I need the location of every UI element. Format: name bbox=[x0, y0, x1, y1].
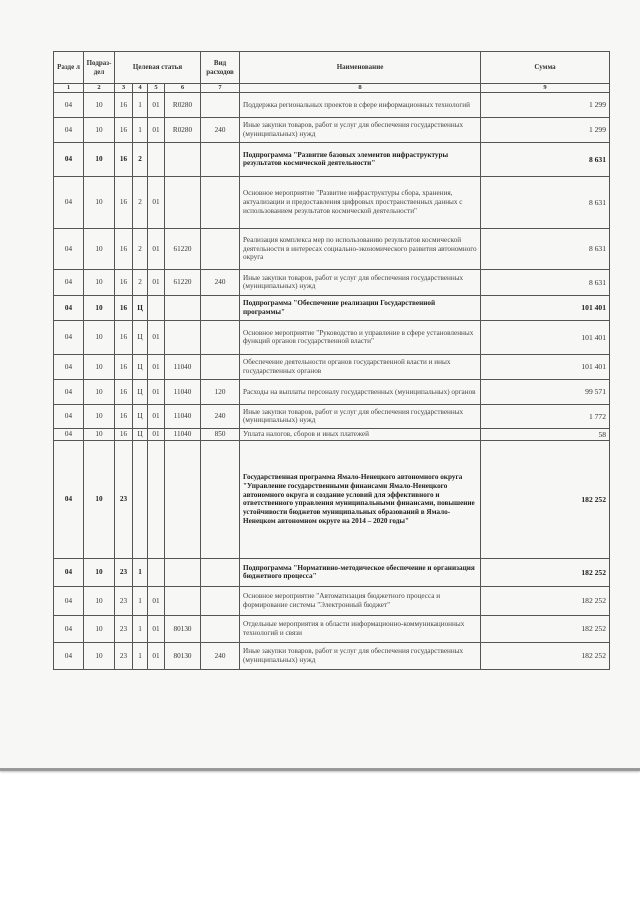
expense-type-cell bbox=[201, 586, 240, 615]
podrazdel-cell: 10 bbox=[84, 142, 115, 176]
table-row bbox=[54, 320, 610, 354]
program-code-cell: 23 bbox=[115, 440, 133, 558]
name-cell: Государственная программа Ямало-Ненецкого автономного округа "Управление государственными финансами Ямало-Ненецкого автономного округа и создание условий для эффективного и ответственного управления муниципальными финансами, повышение устойчивости бюджетов муниципальных образований в Ямало-Ненецком автономном округе на 2014 – 2020 годы" bbox=[240, 440, 481, 558]
podrazdel-cell: 10 bbox=[84, 379, 115, 404]
direction-code-cell bbox=[165, 558, 201, 586]
column-index: 5 bbox=[148, 84, 165, 93]
razdel-cell: 04 bbox=[54, 92, 84, 117]
expense-type-cell: 240 bbox=[201, 117, 240, 142]
activity-code-cell: 01 bbox=[148, 176, 165, 228]
expense-type-cell bbox=[201, 354, 240, 379]
sum-cell: 182 252 bbox=[481, 642, 610, 669]
column-index: 6 bbox=[165, 84, 201, 93]
name-cell: Обеспечение деятельности органов государственной власти и иных государственных органов bbox=[240, 354, 481, 379]
table-row bbox=[54, 92, 610, 117]
razdel-cell: 04 bbox=[54, 428, 84, 440]
expense-type-cell: 850 bbox=[201, 428, 240, 440]
sum-cell: 1 772 bbox=[481, 404, 610, 428]
direction-code-cell: 11040 bbox=[165, 428, 201, 440]
podrazdel-cell: 10 bbox=[84, 295, 115, 320]
table-row bbox=[54, 295, 610, 320]
subprogram-code-cell bbox=[133, 440, 148, 558]
subprogram-code-cell: 2 bbox=[133, 228, 148, 269]
table-row bbox=[54, 379, 610, 404]
podrazdel-cell: 10 bbox=[84, 428, 115, 440]
direction-code-cell bbox=[165, 176, 201, 228]
podrazdel-cell: 10 bbox=[84, 404, 115, 428]
column-index: 9 bbox=[481, 84, 610, 93]
direction-code-cell: 61220 bbox=[165, 269, 201, 295]
subprogram-code-cell: Ц bbox=[133, 295, 148, 320]
expense-type-cell bbox=[201, 92, 240, 117]
direction-code-cell: 80130 bbox=[165, 615, 201, 642]
sum-cell: 8 631 bbox=[481, 176, 610, 228]
table-row bbox=[54, 586, 610, 615]
sum-cell: 101 401 bbox=[481, 320, 610, 354]
expense-type-cell bbox=[201, 615, 240, 642]
razdel-cell: 04 bbox=[54, 404, 84, 428]
subprogram-code-cell: 1 bbox=[133, 92, 148, 117]
podrazdel-cell: 10 bbox=[84, 440, 115, 558]
sum-cell: 99 571 bbox=[481, 379, 610, 404]
razdel-cell: 04 bbox=[54, 269, 84, 295]
sum-cell: 182 252 bbox=[481, 558, 610, 586]
sum-cell: 1 299 bbox=[481, 92, 610, 117]
table-row bbox=[54, 354, 610, 379]
table-row bbox=[54, 228, 610, 269]
activity-code-cell: 01 bbox=[148, 615, 165, 642]
subprogram-code-cell: Ц bbox=[133, 320, 148, 354]
subprogram-code-cell: 2 bbox=[133, 176, 148, 228]
column-index-row bbox=[54, 84, 610, 93]
subprogram-code-cell: 1 bbox=[133, 558, 148, 586]
podrazdel-cell: 10 bbox=[84, 615, 115, 642]
activity-code-cell: 01 bbox=[148, 404, 165, 428]
program-code-cell: 16 bbox=[115, 228, 133, 269]
direction-code-cell: R0280 bbox=[165, 92, 201, 117]
direction-code-cell bbox=[165, 142, 201, 176]
column-index: 4 bbox=[133, 84, 148, 93]
table-row bbox=[54, 642, 610, 669]
podrazdel-cell: 10 bbox=[84, 228, 115, 269]
direction-code-cell: 61220 bbox=[165, 228, 201, 269]
direction-code-cell: 11040 bbox=[165, 354, 201, 379]
program-code-cell: 16 bbox=[115, 354, 133, 379]
sum-cell: 182 252 bbox=[481, 615, 610, 642]
header-name: Наименование bbox=[240, 52, 481, 84]
razdel-cell: 04 bbox=[54, 176, 84, 228]
program-code-cell: 23 bbox=[115, 586, 133, 615]
table-header-row bbox=[54, 52, 610, 84]
expense-type-cell bbox=[201, 295, 240, 320]
name-cell: Иные закупки товаров, работ и услуг для обеспечения государственных (муниципальных) нужд bbox=[240, 404, 481, 428]
program-code-cell: 16 bbox=[115, 92, 133, 117]
name-cell: Основное мероприятие "Развитие инфраструктуры сбора, хранения, актуализации и предоставления цифровых пространственных данных с использованием результатов космической деятельности" bbox=[240, 176, 481, 228]
name-cell: Отдельные мероприятия в области информационно-коммуникационных технологий и связи bbox=[240, 615, 481, 642]
direction-code-cell bbox=[165, 320, 201, 354]
razdel-cell: 04 bbox=[54, 142, 84, 176]
activity-code-cell bbox=[148, 558, 165, 586]
sum-cell: 182 252 bbox=[481, 586, 610, 615]
direction-code-cell: R0280 bbox=[165, 117, 201, 142]
column-index: 7 bbox=[201, 84, 240, 93]
expense-type-cell: 240 bbox=[201, 642, 240, 669]
activity-code-cell: 01 bbox=[148, 117, 165, 142]
name-cell: Иные закупки товаров, работ и услуг для обеспечения государственных (муниципальных) нужд bbox=[240, 117, 481, 142]
sum-cell: 8 631 bbox=[481, 269, 610, 295]
program-code-cell: 16 bbox=[115, 142, 133, 176]
name-cell: Реализация комплекса мер по использованию результатов космической деятельности в интересах социально-экономического развития автономного округа bbox=[240, 228, 481, 269]
table-row bbox=[54, 428, 610, 440]
table-row bbox=[54, 440, 610, 558]
subprogram-code-cell: 1 bbox=[133, 117, 148, 142]
name-cell: Расходы на выплаты персоналу государственных (муниципальных) органов bbox=[240, 379, 481, 404]
razdel-cell: 04 bbox=[54, 228, 84, 269]
direction-code-cell: 80130 bbox=[165, 642, 201, 669]
program-code-cell: 16 bbox=[115, 320, 133, 354]
activity-code-cell bbox=[148, 142, 165, 176]
podrazdel-cell: 10 bbox=[84, 586, 115, 615]
razdel-cell: 04 bbox=[54, 615, 84, 642]
expense-type-cell: 240 bbox=[201, 269, 240, 295]
program-code-cell: 16 bbox=[115, 379, 133, 404]
razdel-cell: 04 bbox=[54, 642, 84, 669]
expense-type-cell: 240 bbox=[201, 404, 240, 428]
subprogram-code-cell: Ц bbox=[133, 379, 148, 404]
program-code-cell: 16 bbox=[115, 269, 133, 295]
podrazdel-cell: 10 bbox=[84, 354, 115, 379]
table-row bbox=[54, 615, 610, 642]
razdel-cell: 04 bbox=[54, 586, 84, 615]
name-cell: Подпрограмма "Нормативно-методическое обеспечение и организация бюджетного процесса" bbox=[240, 558, 481, 586]
sum-cell: 8 631 bbox=[481, 228, 610, 269]
header-target-article: Целевая статья bbox=[115, 52, 201, 84]
podrazdel-cell: 10 bbox=[84, 117, 115, 142]
razdel-cell: 04 bbox=[54, 379, 84, 404]
column-index: 1 bbox=[54, 84, 84, 93]
activity-code-cell: 01 bbox=[148, 428, 165, 440]
name-cell: Уплата налогов, сборов и иных платежей bbox=[240, 428, 481, 440]
activity-code-cell: 01 bbox=[148, 269, 165, 295]
razdel-cell: 04 bbox=[54, 117, 84, 142]
program-code-cell: 23 bbox=[115, 615, 133, 642]
name-cell: Основное мероприятие "Автоматизация бюджетного процесса и формирование системы "Электронный бюджет" bbox=[240, 586, 481, 615]
program-code-cell: 16 bbox=[115, 176, 133, 228]
podrazdel-cell: 10 bbox=[84, 642, 115, 669]
table-row bbox=[54, 176, 610, 228]
podrazdel-cell: 10 bbox=[84, 92, 115, 117]
table-row bbox=[54, 558, 610, 586]
table-row bbox=[54, 117, 610, 142]
activity-code-cell bbox=[148, 295, 165, 320]
podrazdel-cell: 10 bbox=[84, 269, 115, 295]
name-cell: Иные закупки товаров, работ и услуг для обеспечения государственных (муниципальных) нужд bbox=[240, 269, 481, 295]
subprogram-code-cell: Ц bbox=[133, 354, 148, 379]
razdel-cell: 04 bbox=[54, 295, 84, 320]
sum-cell: 101 401 bbox=[481, 295, 610, 320]
sum-cell: 58 bbox=[481, 428, 610, 440]
direction-code-cell: 11040 bbox=[165, 404, 201, 428]
name-cell: Подпрограмма "Развитие базовых элементов инфраструктуры результатов космической деятельности" bbox=[240, 142, 481, 176]
table-row bbox=[54, 142, 610, 176]
razdel-cell: 04 bbox=[54, 320, 84, 354]
subprogram-code-cell: Ц bbox=[133, 404, 148, 428]
subprogram-code-cell: 1 bbox=[133, 586, 148, 615]
activity-code-cell: 01 bbox=[148, 586, 165, 615]
subprogram-code-cell: 2 bbox=[133, 269, 148, 295]
program-code-cell: 23 bbox=[115, 642, 133, 669]
program-code-cell: 16 bbox=[115, 428, 133, 440]
direction-code-cell bbox=[165, 586, 201, 615]
header-podrazdel: Подраз- дел bbox=[84, 52, 115, 84]
table-row bbox=[54, 404, 610, 428]
expense-type-cell bbox=[201, 142, 240, 176]
name-cell: Подпрограмма "Обеспечение реализации Государственной программы" bbox=[240, 295, 481, 320]
activity-code-cell: 01 bbox=[148, 354, 165, 379]
sum-cell: 101 401 bbox=[481, 354, 610, 379]
podrazdel-cell: 10 bbox=[84, 176, 115, 228]
expense-type-cell bbox=[201, 440, 240, 558]
expense-type-cell bbox=[201, 228, 240, 269]
subprogram-code-cell: Ц bbox=[133, 428, 148, 440]
program-code-cell: 16 bbox=[115, 404, 133, 428]
header-sum: Сумма bbox=[481, 52, 610, 84]
header-razdel: Разде л bbox=[54, 52, 84, 84]
expense-type-cell bbox=[201, 320, 240, 354]
column-index: 3 bbox=[115, 84, 133, 93]
expense-type-cell: 120 bbox=[201, 379, 240, 404]
sum-cell: 1 299 bbox=[481, 117, 610, 142]
expense-type-cell bbox=[201, 558, 240, 586]
name-cell: Основное мероприятие "Руководство и управление в сфере установленных функций органов государственной власти" bbox=[240, 320, 481, 354]
activity-code-cell: 01 bbox=[148, 92, 165, 117]
activity-code-cell: 01 bbox=[148, 642, 165, 669]
direction-code-cell bbox=[165, 295, 201, 320]
activity-code-cell: 01 bbox=[148, 379, 165, 404]
direction-code-cell: 11040 bbox=[165, 379, 201, 404]
razdel-cell: 04 bbox=[54, 558, 84, 586]
sum-cell: 182 252 bbox=[481, 440, 610, 558]
program-code-cell: 23 bbox=[115, 558, 133, 586]
razdel-cell: 04 bbox=[54, 440, 84, 558]
activity-code-cell: 01 bbox=[148, 228, 165, 269]
name-cell: Поддержка региональных проектов в сфере информационных технологий bbox=[240, 92, 481, 117]
budget-table bbox=[53, 51, 610, 670]
podrazdel-cell: 10 bbox=[84, 320, 115, 354]
subprogram-code-cell: 1 bbox=[133, 642, 148, 669]
sum-cell: 8 631 bbox=[481, 142, 610, 176]
subprogram-code-cell: 2 bbox=[133, 142, 148, 176]
expense-type-cell bbox=[201, 176, 240, 228]
podrazdel-cell: 10 bbox=[84, 558, 115, 586]
direction-code-cell bbox=[165, 440, 201, 558]
header-expense-type: Вид расходов bbox=[201, 52, 240, 84]
subprogram-code-cell: 1 bbox=[133, 615, 148, 642]
program-code-cell: 16 bbox=[115, 117, 133, 142]
column-index: 8 bbox=[240, 84, 481, 93]
table-row bbox=[54, 269, 610, 295]
program-code-cell: 16 bbox=[115, 295, 133, 320]
activity-code-cell: 01 bbox=[148, 320, 165, 354]
name-cell: Иные закупки товаров, работ и услуг для обеспечения государственных (муниципальных) нужд bbox=[240, 642, 481, 669]
razdel-cell: 04 bbox=[54, 354, 84, 379]
column-index: 2 bbox=[84, 84, 115, 93]
activity-code-cell bbox=[148, 440, 165, 558]
